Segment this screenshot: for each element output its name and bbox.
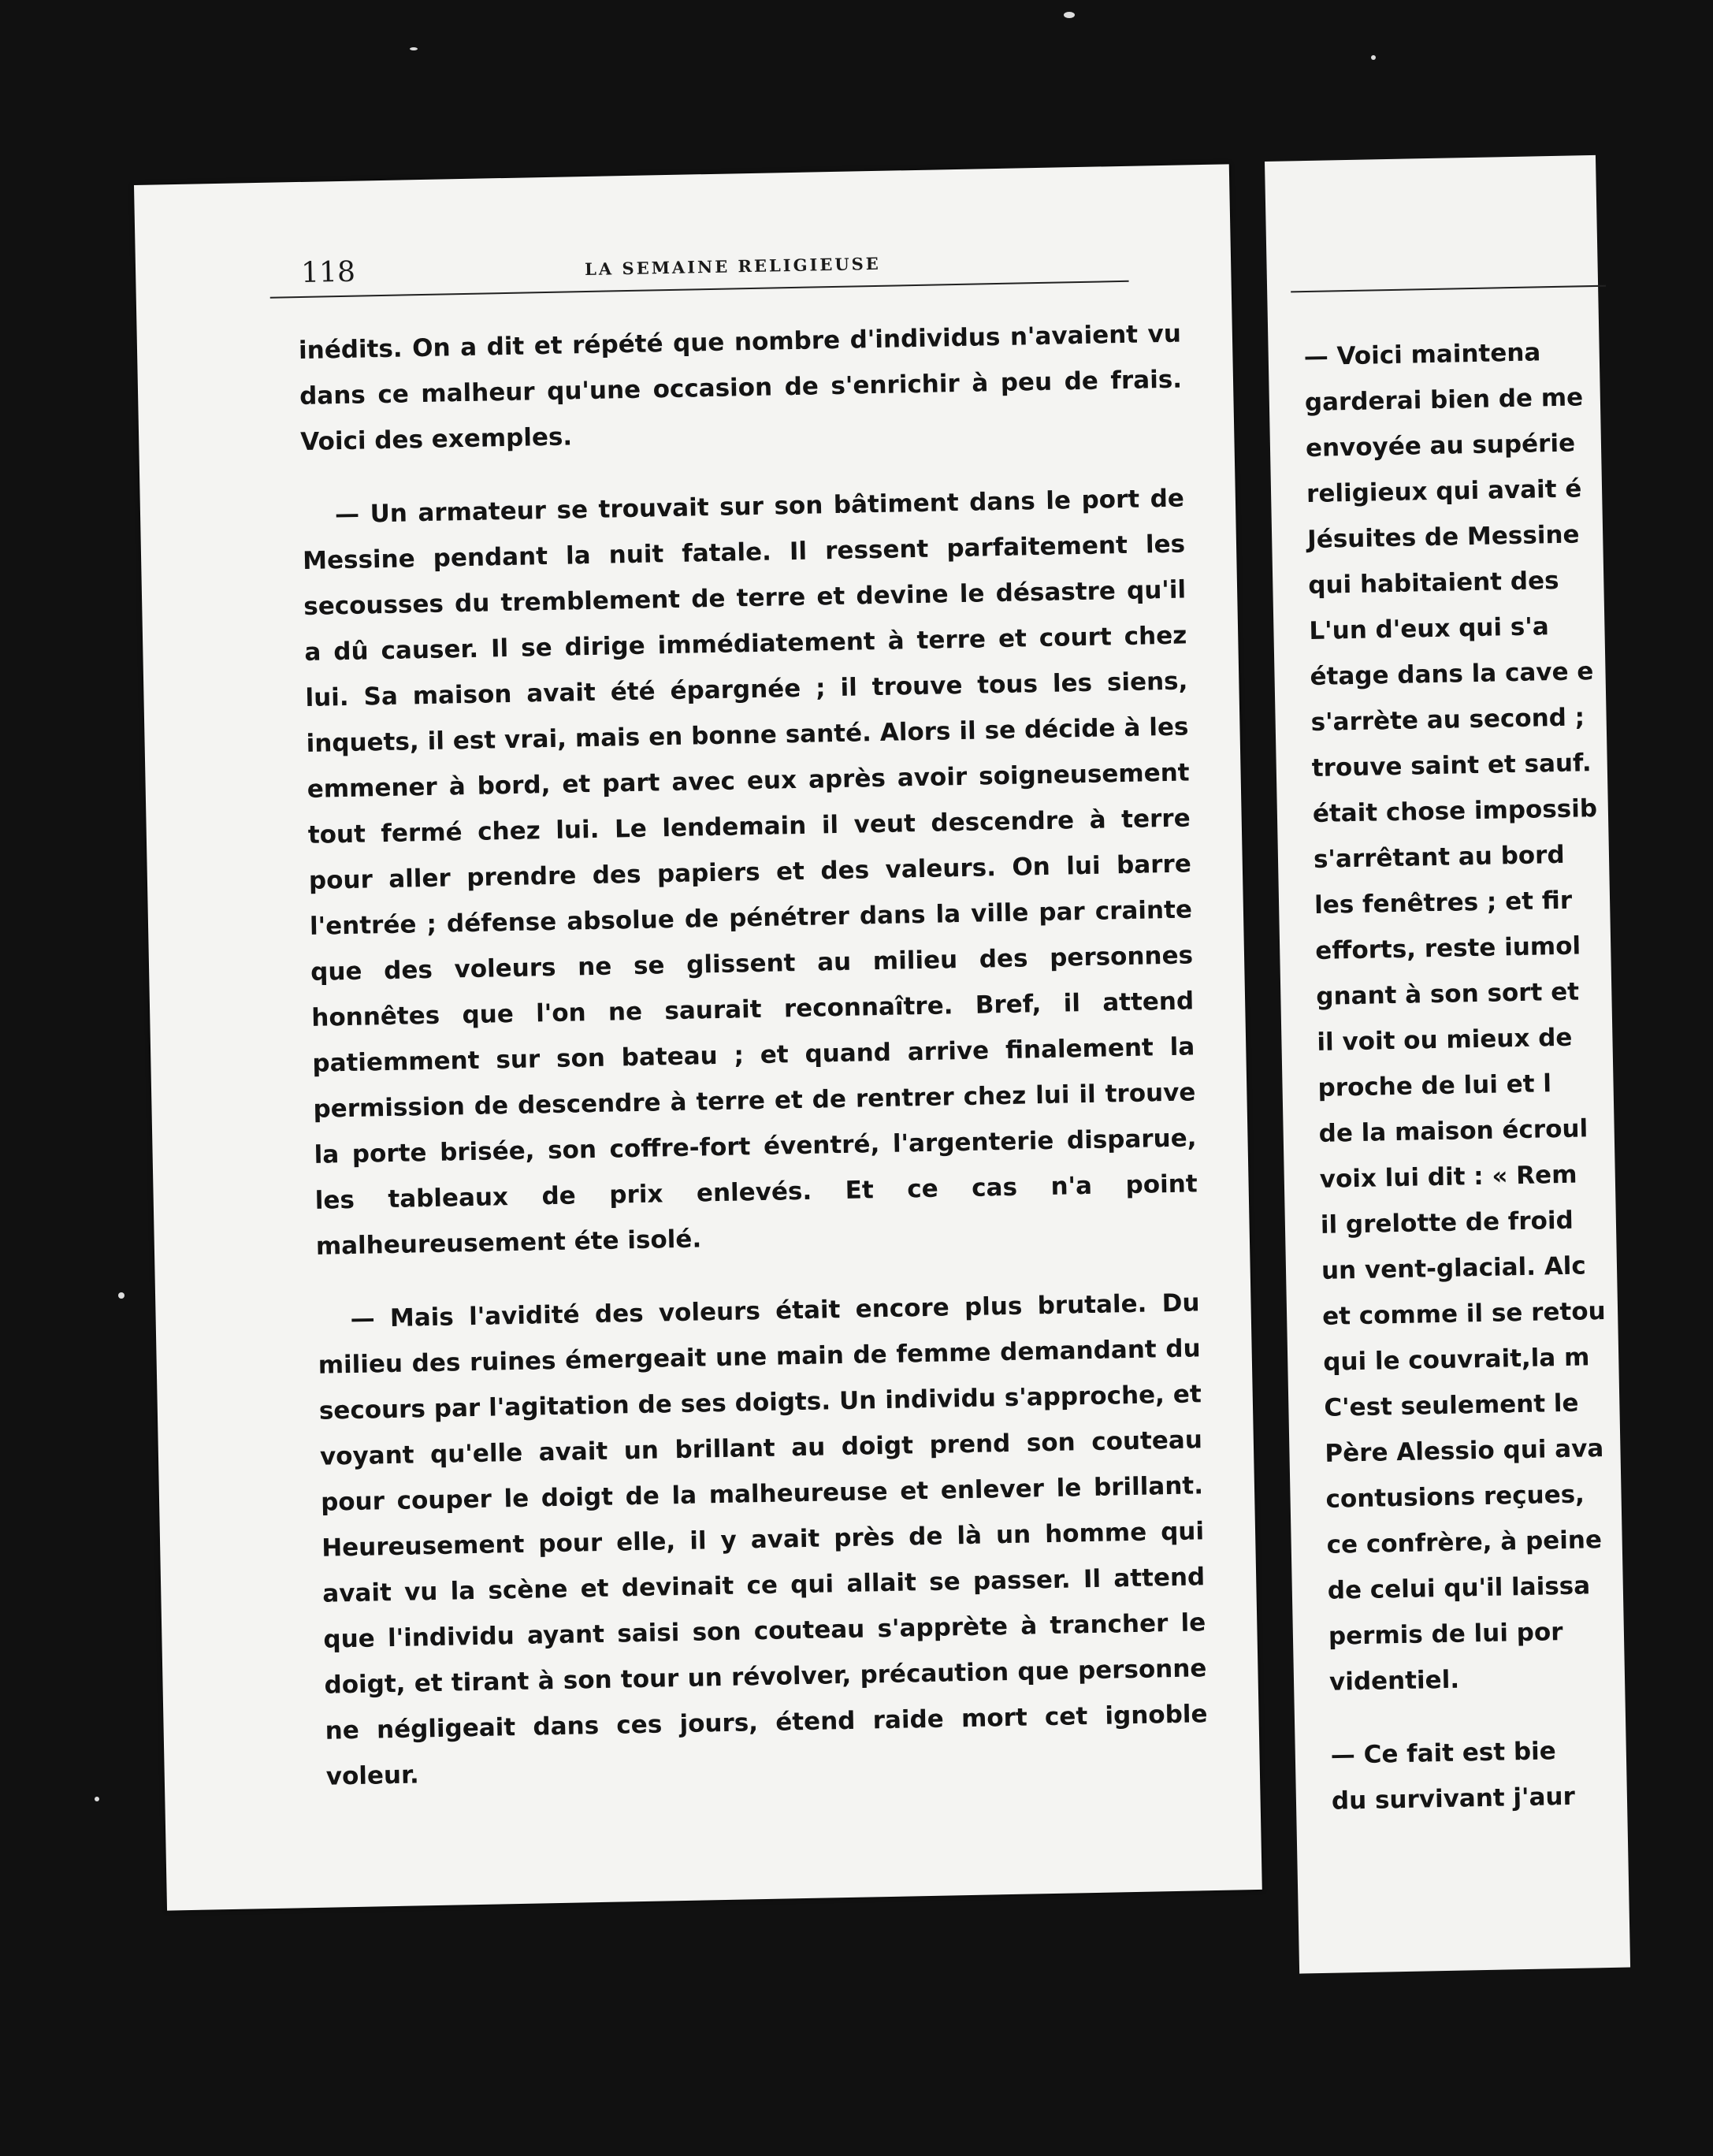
text-line: gnant à son sort et bbox=[1316, 977, 1580, 1011]
text-line: s'arrète au second ; bbox=[1310, 703, 1585, 738]
text-line: un vent-glacial. Alc bbox=[1321, 1251, 1587, 1285]
text-line: videntiel. bbox=[1328, 1665, 1460, 1697]
text-line: les fenêtres ; et fir bbox=[1314, 886, 1573, 920]
text-line: étage dans la cave e bbox=[1310, 657, 1594, 692]
text-line: efforts, reste iumol bbox=[1314, 931, 1581, 965]
text-line: proche de lui et l bbox=[1317, 1069, 1552, 1102]
paragraph: — Mais l'avidité des voleurs était encore plus brutale. Du milieu des ruines émergeait une main de femme demandant du secours par l'agitation de ses doigts. Un individu s'approche, et voyant qu'elle avait un brillant au doigt prend son couteau pour couper le doigt de la malheureuse et enlever le brillant. Heureusement pour elle, il y avait près de là un homme qui avait vu la scène et devinait ce qui allait se passer. Il attend que l'individu ayant saisi son couteau s'apprète à trancher le doigt, et tirant à son tour un révolver, précaution que personne ne négligeait dans ces jours, étend raide mort cet ignoble voleur. bbox=[318, 1288, 1208, 1791]
scan-speck bbox=[410, 47, 418, 50]
text-line: il voit ou mieux de bbox=[1317, 1023, 1573, 1057]
left-page bbox=[134, 164, 1262, 1910]
text-line: il grelotte de froid bbox=[1320, 1206, 1574, 1240]
text-line: s'arrêtant au bord bbox=[1313, 840, 1565, 874]
paragraph: — Un armateur se trouvait sur son bâtiment dans le port de Messine pendant la nuit fatale. Il ressent parfaitement les secousses du tremblement de terre et devine le désastre qu'il a dû causer. Il se dirige immédiatement à terre et court chez lui. Sa maison avait été épargnée ; il trouve tous les siens, inquets, il est vrai, mais en bonne santé. Alors il se décide à les emmener à bord, et part avec eux après avoir soigneusement tout fermé chez lui. Le lendemain il veut descendre à terre pour aller prendre des papiers et des valeurs. On lui barre l'entrée ; défense absolue de pénétrer dans la ville par crainte que des voleurs ne se glissent au milieu des personnes honnêtes que l'on ne saurait reconnaître. Bref, il attend patiemment sur son bateau ; et quand arrive finalement la permission de descendre à terre et de rentrer chez lui il trouve la porte brisée, son coffre-fort éventré, l'argenterie disparue, les tableaux de prix enlevés. Et ce cas n'a point malheureusement éte isolé. bbox=[302, 484, 1198, 1261]
page-number: 118 bbox=[300, 255, 356, 289]
text-line: Père Alessio qui ava bbox=[1325, 1434, 1604, 1468]
text-line: de celui qu'il laissa bbox=[1327, 1571, 1591, 1605]
page-header bbox=[301, 240, 1169, 288]
paragraph: inédits. On a dit et répété que nombre d'individus n'avaient vu dans ce malheur qu'une occasion de s'enrichir à peu de frais. Voici des exemples. bbox=[298, 319, 1183, 457]
text-line: ce confrère, à peine bbox=[1326, 1526, 1603, 1559]
text-line: Jésuites de Messine bbox=[1306, 520, 1580, 555]
text-line: qui le couvrait,la m bbox=[1322, 1343, 1590, 1377]
text-line: du survivant j'aur bbox=[1331, 1782, 1576, 1816]
scan-speck bbox=[95, 1797, 99, 1801]
scan-speck bbox=[1064, 12, 1075, 18]
text-line: et comme il se retou bbox=[1321, 1296, 1606, 1331]
running-title: LA SEMAINE RELIGIEUSE bbox=[584, 253, 882, 280]
text-line: L'un d'eux qui s'a bbox=[1309, 612, 1550, 646]
text-line: envoyée au supérie bbox=[1305, 429, 1576, 463]
text-line: trouve saint et sauf. bbox=[1311, 749, 1592, 782]
text-line: religieux qui avait é bbox=[1306, 474, 1582, 509]
scan-speck bbox=[1371, 55, 1376, 60]
text-line: permis de lui por bbox=[1328, 1618, 1563, 1651]
right-page-body bbox=[1303, 327, 1710, 1824]
text-line: garderai bien de me bbox=[1304, 383, 1584, 418]
text-line: de la maison écroul bbox=[1318, 1114, 1589, 1148]
text-line: contusions reçues, bbox=[1325, 1480, 1585, 1514]
text-line: — Voici maintena bbox=[1303, 338, 1541, 372]
right-page bbox=[1265, 155, 1630, 1974]
text-line: était chose impossib bbox=[1312, 794, 1598, 828]
text-line: C'est seulement le bbox=[1324, 1388, 1579, 1422]
header-rule bbox=[1291, 285, 1606, 293]
text-line: qui habitaient des bbox=[1307, 566, 1559, 600]
text-line: voix lui dit : « Rem bbox=[1319, 1160, 1577, 1194]
left-page-body bbox=[299, 311, 1210, 1827]
text-line: — Ce fait est bie bbox=[1330, 1737, 1557, 1770]
scan-speck bbox=[118, 1292, 124, 1299]
